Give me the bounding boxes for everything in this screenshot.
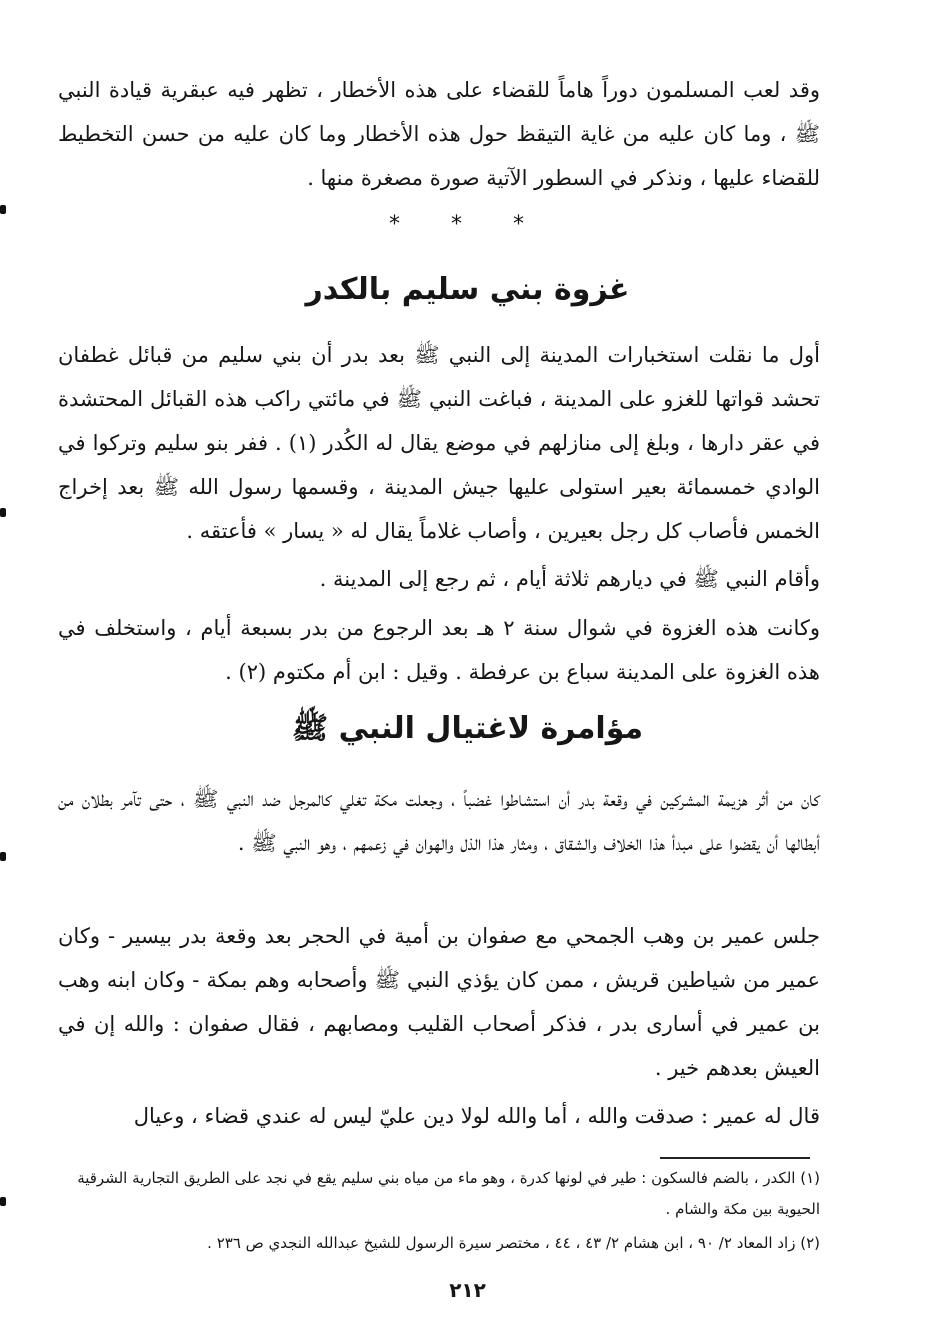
page-number: ٢١٢ [449,1278,486,1302]
paragraph-plot-3: قال له عمير : صدقت والله ، أما والله لولا دين عليّ ليس له عندي قضاء ، وعيال [133,1104,820,1128]
scan-mark [0,1197,6,1206]
section-title-bani-sulaim: غزوة بني سليم بالكدر [305,272,630,307]
paragraph-bani-sulaim-3: وكانت هذه الغزوة في شوال سنة ٢ هـ بعد الرجوع من بدر بسبعة أيام ، واستخلف في هذه الغزوة على المدينة سباع بن عرفطة . وقيل : ابن أم مكتوم (٢) . [58,616,820,684]
intro-paragraph: وقد لعب المسلمون دوراً هاماً للقضاء على هذه الأخطار ، تظهر فيه عبقرية قيادة النبي ﷺ ، وما كان عليه من غاية التيقظ حول هذه الأخطار وما كان عليه من حسن التخطيط للقضاء عليها ، ونذكر في السطور الآتية صورة مصغرة منها . [58,78,820,190]
footnote-separator [660,1157,810,1159]
paragraph-bani-sulaim-1: أول ما نقلت استخبارات المدينة إلى النبي ﷺ بعد بدر أن بني سليم من قبائل غطفان تحشد قواتها للغزو على المدينة ، فباغت النبي ﷺ في مائتي راكب هذه القبائل المحتشدة في عقر دارها ، وبلغ إلى منازلهم في موضع يقال له الكُدر (١) . ففر بنو سليم وتركوا في الوادي خمسمائة بعير استولى عليها جيش المدينة ، وقسمها رسول الله ﷺ بعد إخراج الخمس فأصاب كل رجل بعيرين ، وأصاب غلاماً يقال له « يسار » فأعتقه . [58,343,821,543]
footnote-1: (١) الكدر ، بالضم فالسكون : طير في لونها كدرة ، وهو ماء من مياه بني سليم يقع في نجد على الطريق التجارية الشرقية الحيوية بين مكة والشام . [77,1169,820,1218]
paragraph-plot-1: كان من أثر هزيمة المشركين في وقعة بدر أن استشاطوا غضباً ، وجعلت مكة تغلي كالمرجل ضد النبي ﷺ ، حتى تآمر بطلان من أبطالها أن يقضوا على مبدأ هذا الخلاف والشقاق ، ومثار هذا الذل والهوان في زعمهم ، وهو النبي ﷺ . [58,787,820,855]
scan-mark [0,508,6,517]
scan-mark [0,205,6,214]
scan-mark [0,852,6,861]
paragraph-bani-sulaim-2: وأقام النبي ﷺ في ديارهم ثلاثة أيام ، ثم رجع إلى المدينة . [319,567,820,591]
section-separator: * * * [389,212,546,237]
footnote-2: (٢) زاد المعاد ٢/ ٩٠ ، ابن هشام ٢/ ٤٣ ، ٤٤ ، مختصر سيرة الرسول للشيخ عبدالله النجدي ص ٢٣٦ . [207,1234,820,1252]
paragraph-plot-2: جلس عمير بن وهب الجمحي مع صفوان بن أمية في الحجر بعد وقعة بدر بيسير - وكان عمير من شياطين قريش ، ممن كان يؤذي النبي ﷺ وأصحابه وهم بمكة - وكان ابنه وهب بن عمير في أسارى بدر ، فذكر أصحاب القليب ومصابهم ، فقال صفوان : والله إن في العيش بعدهم خير . [58,924,820,1080]
section-title-assassination-plot: مؤامرة لاغتيال النبي ﷺ [291,711,644,746]
